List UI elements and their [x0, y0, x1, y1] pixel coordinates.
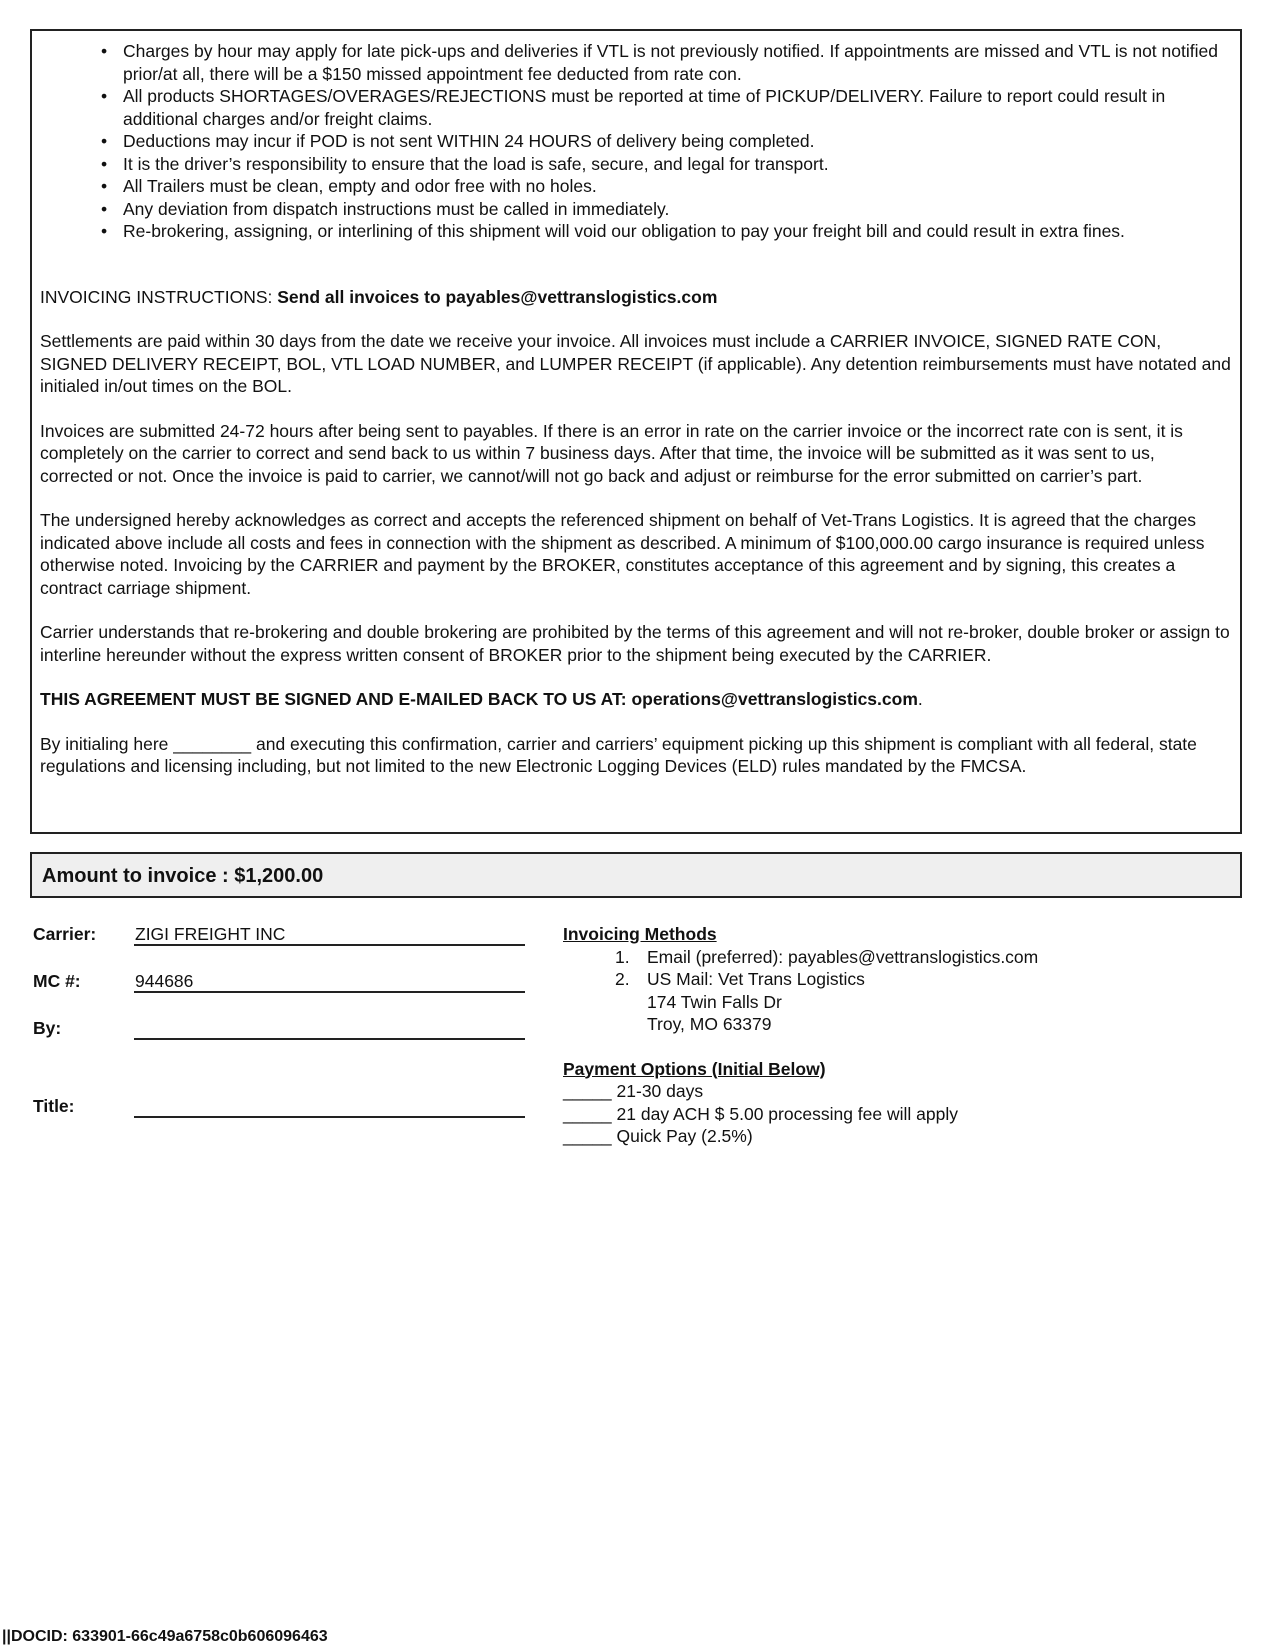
invoices-submitted-paragraph: Invoices are submitted 24-72 hours after being sent to payables. If there is an error in rate on the carrier invoice or the incorrect rate con is sent, it is completely on the carrier to correct and send back to us within 7 business days. After that time, the invoice will be submitted as it was sent to us, corrected or not. Once the invoice is paid to carrier, we cannot/will not go back and adjust or reimburse for the error submitted on carrier’s part. — [40, 420, 1183, 486]
invoicing-email-instruction: Send all invoices to payables@vettranslogistics.com — [277, 286, 718, 307]
payment-options-heading: Payment Options (Initial Below) — [563, 1058, 826, 1079]
invoicing-instructions — [40, 286, 1232, 309]
by-label: By: — [33, 1018, 62, 1038]
by-row — [33, 1017, 533, 1041]
initialing-paragraph: By initialing here ________ and executing this confirmation, carrier and carriers’ equipment picking up this shipment is compliant with all federal, state regulations and licensing including, but not limited to the new Electronic Logging Devices (ELD) rules mandated by the FMCSA. — [40, 733, 1197, 776]
method-number: 2. — [615, 969, 630, 989]
rule-item: • All products SHORTAGES/OVERAGES/REJECTIONS must be reported at time of PICKUP/DELIVERY. Failure to report could result in additional charges and/or freight claims. — [123, 85, 1232, 130]
mc-label: MC #: — [33, 971, 81, 991]
payment-option[interactable]: _____ 21 day ACH $ 5.00 processing fee will apply — [563, 1103, 958, 1124]
undersigned-paragraph: The undersigned hereby acknowledges as correct and accepts the referenced shipment on behalf of Vet-Trans Logistics. It is agreed that the charges indicated above include all costs and fees in connection with the shipment as described. A minimum of $100,000.00 cargo insurance is required unless otherwise noted. Invoicing by the CARRIER and payment by the BROKER, constitutes acceptance of this agreement and by signing, this creates a contract carriage shipment. — [40, 510, 1205, 598]
mail-address-line2: Troy, MO 63379 — [647, 1014, 772, 1034]
method-text: US Mail: Vet Trans Logistics — [647, 969, 865, 989]
invoicing-methods-heading: Invoicing Methods — [563, 924, 717, 944]
mail-address-line1: 174 Twin Falls Dr — [647, 991, 782, 1012]
invoicing-methods-section — [563, 923, 1243, 1148]
rebrokering-paragraph: Carrier understands that re-brokering and double brokering are prohibited by the terms of this agreement and will not re-broker, double broker or assign to interline hereunder without the express written consent of BROKER prior to the shipment being executed by the CARRIER. — [40, 622, 1230, 665]
rule-item: • Charges by hour may apply for late pick-ups and deliveries if VTL is not previously notified. If appointments are missed and VTL is not notified prior/at all, there will be a $150 missed appointment fee deducted from rate con. — [123, 40, 1232, 85]
amount-to-invoice: Amount to invoice : $1,200.00 — [30, 852, 1242, 898]
document-id: ||DOCID: 633901-66c49a6758c0b606096463 — [2, 1628, 328, 1645]
carrier-row — [33, 923, 533, 947]
payment-option[interactable]: _____ 21-30 days — [563, 1081, 704, 1101]
terms-section — [30, 29, 1242, 834]
rule-item: • Re-brokering, assigning, or interlining of this shipment will void our obligation to pay your freight bill and could result in extra fines. — [123, 220, 1232, 243]
carrier-field[interactable]: ZIGI FREIGHT INC — [134, 923, 525, 946]
rule-item: • Deductions may incur if POD is not sent WITHIN 24 HOURS of delivery being completed. — [123, 130, 1232, 153]
title-row — [33, 1095, 533, 1119]
agreement-tail: . — [917, 689, 923, 709]
rule-item: • It is the driver’s responsibility to ensure that the load is safe, secure, and legal for transport. — [123, 153, 1232, 176]
title-field[interactable] — [134, 1095, 525, 1118]
rule-item: • All Trailers must be clean, empty and odor free with no holes. — [123, 175, 1232, 198]
title-label: Title: — [33, 1096, 75, 1116]
payment-option[interactable]: _____ Quick Pay (2.5%) — [563, 1126, 753, 1146]
method-number: 1. — [615, 946, 630, 967]
agreement-notice — [40, 688, 1232, 711]
invoicing-method-item — [615, 968, 1243, 991]
invoicing-label: INVOICING INSTRUCTIONS: — [40, 286, 273, 307]
method-text: Email (preferred): payables@vettranslogistics.com — [647, 946, 1039, 967]
mc-row — [33, 970, 533, 994]
rule-item: • Any deviation from dispatch instructions must be called in immediately. — [123, 198, 1232, 221]
by-signature-field[interactable] — [134, 1017, 525, 1040]
invoicing-method-item — [615, 946, 1243, 969]
settlements-paragraph: Settlements are paid within 30 days from the date we receive your invoice. All invoices must include a CARRIER INVOICE, SIGNED RATE CON, SIGNED DELIVERY RECEIPT, BOL, VTL LOAD NUMBER, and LUMPER RECEIPT (if applicable). Any detention reimbursements must have notated and initialed in/out times on the BOL. — [40, 331, 1231, 396]
carrier-label: Carrier: — [33, 924, 97, 944]
mc-field[interactable]: 944686 — [134, 970, 525, 993]
agreement-bold: THIS AGREEMENT MUST BE SIGNED AND E-MAILED BACK TO US AT: operations@vettranslogistics.com — [40, 689, 918, 709]
invoicing-methods-list — [563, 946, 1243, 991]
rules-list — [40, 40, 1232, 243]
